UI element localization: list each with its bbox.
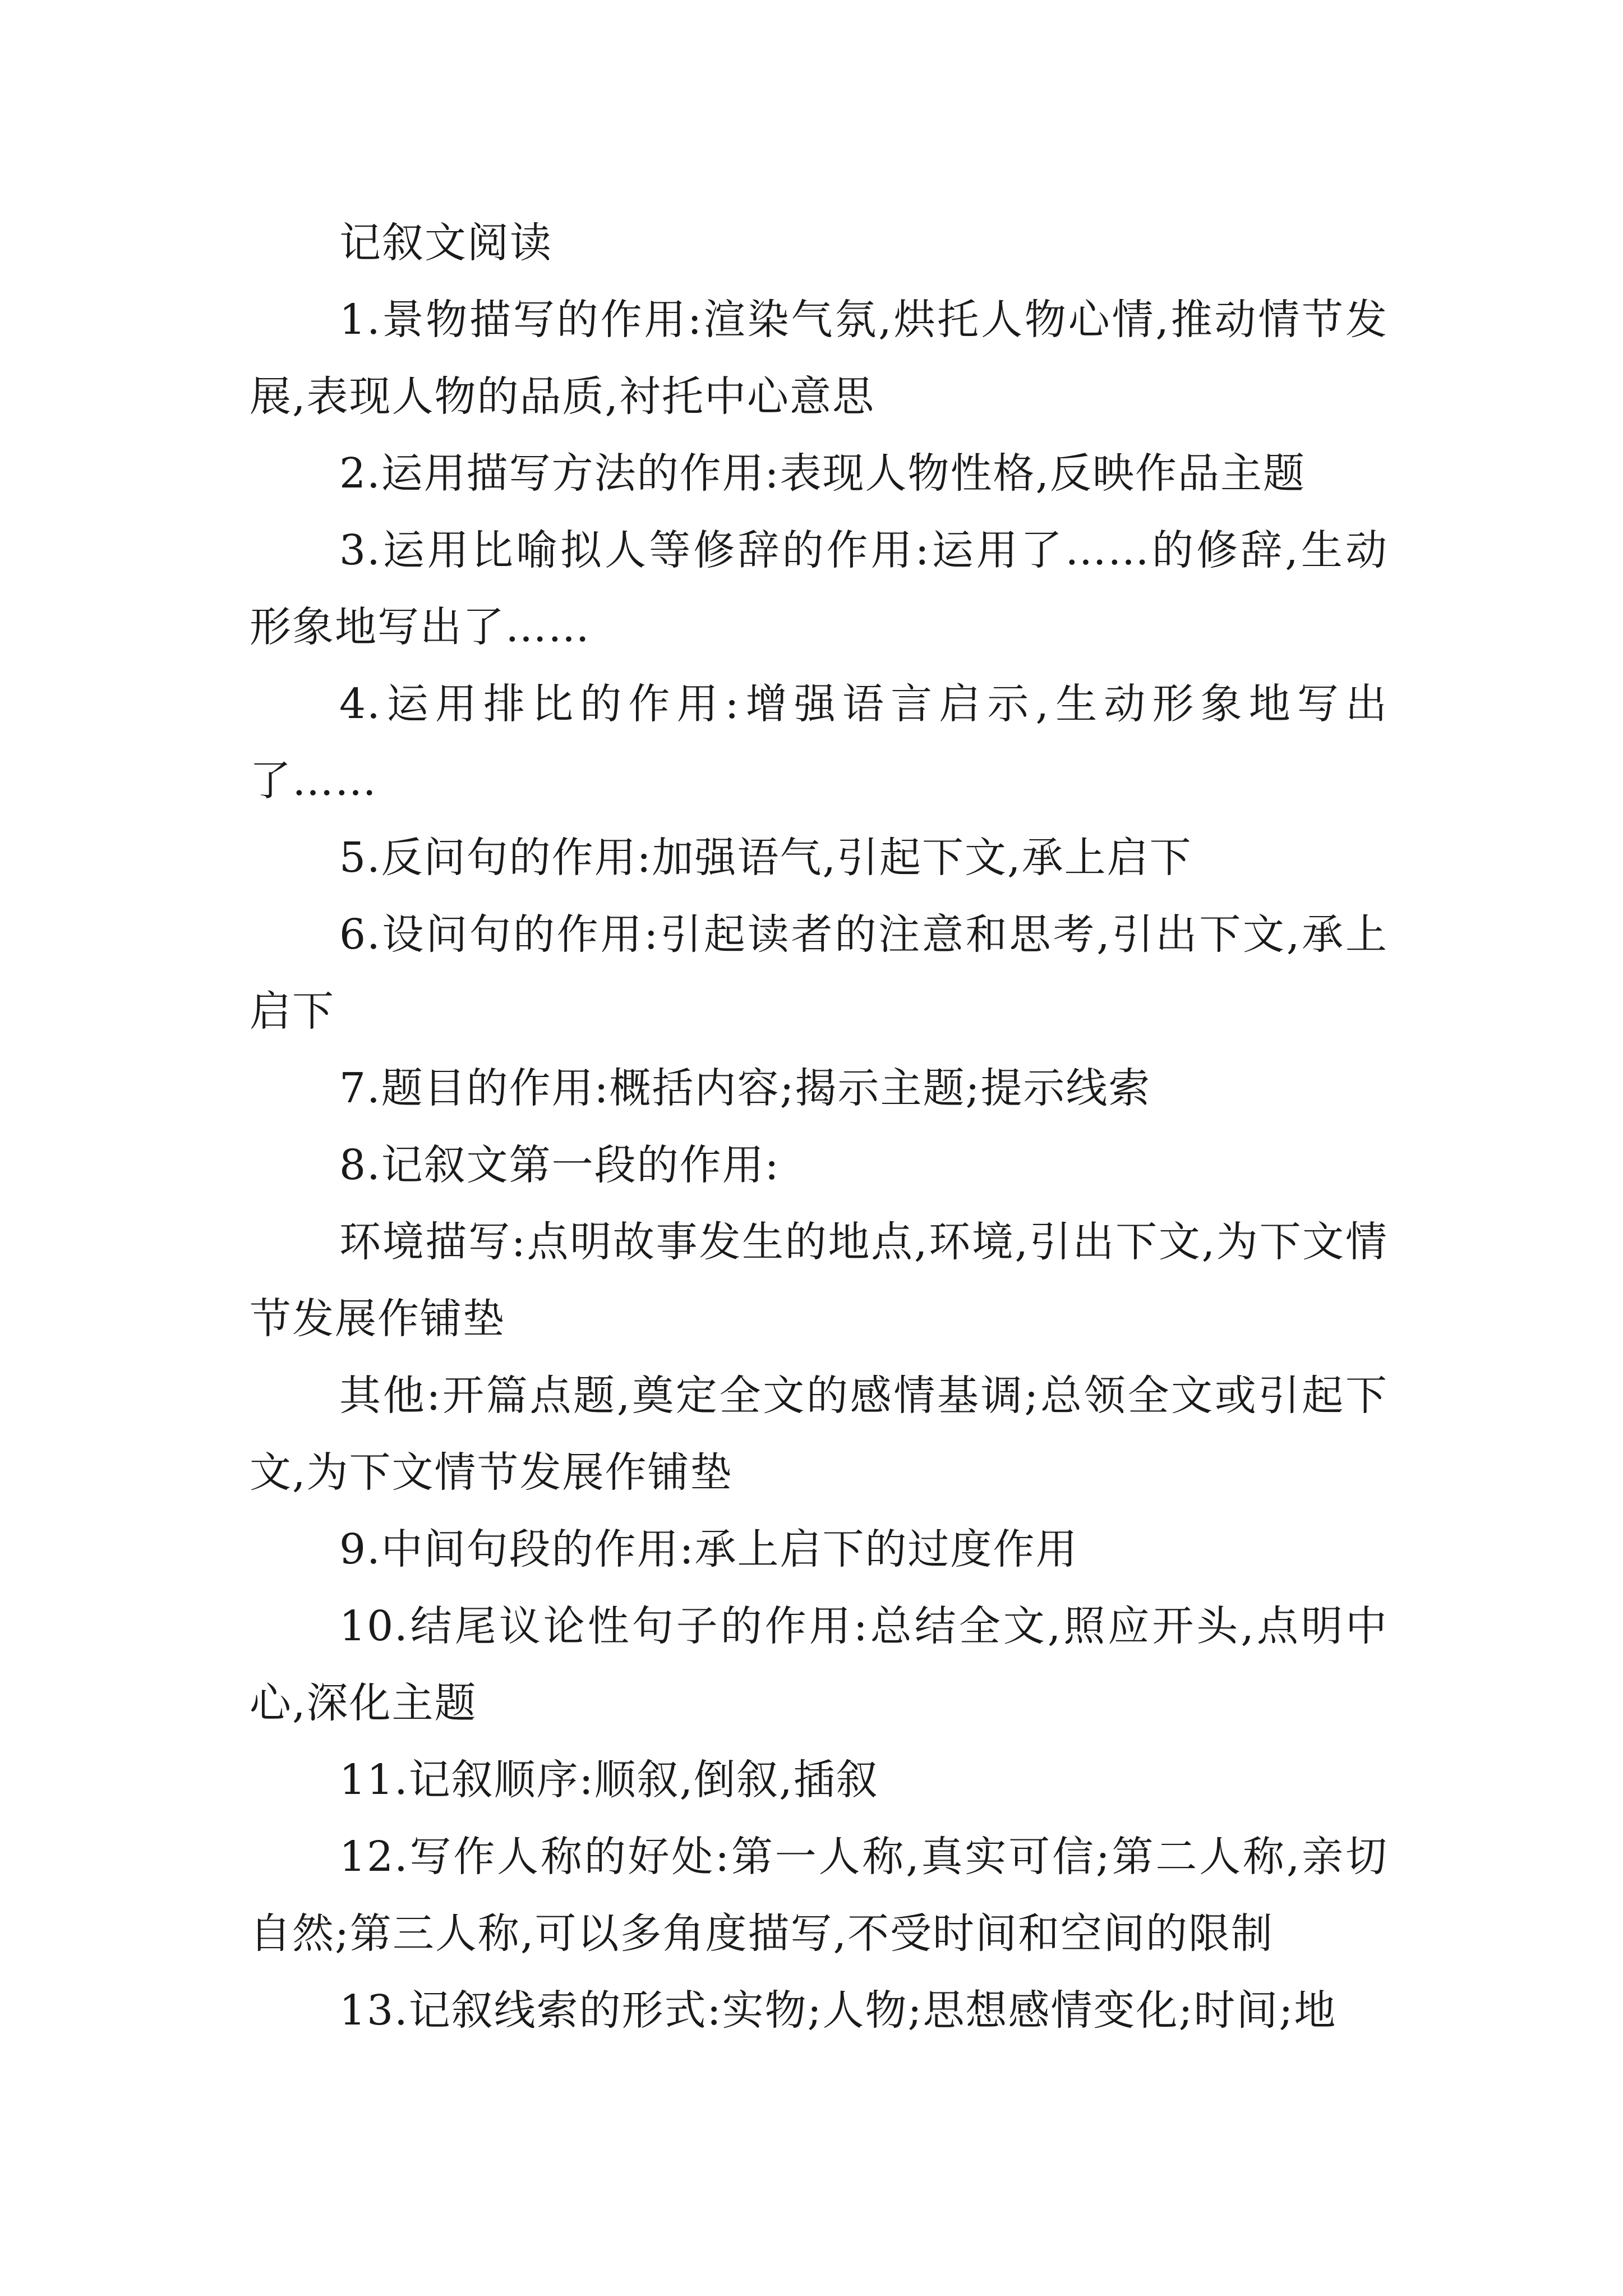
paragraph-1: 1.景物描写的作用:渲染气氛,烘托人物心情,推动情节发展,表现人物的品质,衬托中心意思: [250, 296, 1388, 421]
paragraph-13: 13.记叙线索的形式:实物;人物;思想感情变化;时间;地: [339, 1986, 1337, 2035]
document-title: 记叙文阅读: [339, 219, 552, 267]
paragraph-8-other: 其他:开篇点题,奠定全文的感情基调;总领全文或引起下文,为下文情节发展作铺垫: [250, 1372, 1388, 1497]
paragraph-12: 12.写作人称的好处:第一人称,真实可信;第二人称,亲切自然;第三人称,可以多角度描写,不受时间和空间的限制: [250, 1833, 1388, 1958]
paragraph-5: 5.反问句的作用:加强语气,引起下文,承上启下: [339, 834, 1192, 882]
paragraph-9: 9.中间句段的作用:承上启下的过度作用: [339, 1525, 1078, 1573]
paragraph-4: 4.运用排比的作用:增强语言启示,生动形象地写出了……: [250, 680, 1388, 805]
paragraph-8-environment: 环境描写:点明故事发生的地点,环境,引出下文,为下文情节发展作铺垫: [250, 1218, 1388, 1343]
paragraph-6: 6.设问句的作用:引起读者的注意和思考,引出下文,承上启下: [250, 910, 1388, 1036]
document-body: [250, 205, 1388, 2049]
paragraph-8: 8.记叙文第一段的作用:: [339, 1141, 780, 1189]
paragraph-10: 10.结尾议论性句子的作用:总结全文,照应开头,点明中心,深化主题: [250, 1602, 1388, 1727]
paragraph-11: 11.记叙顺序:顺叙,倒叙,插叙: [339, 1756, 879, 1804]
paragraph-7: 7.题目的作用:概括内容;揭示主题;提示线索: [339, 1064, 1151, 1112]
paragraph-2: 2.运用描写方法的作用:表现人物性格,反映作品主题: [339, 449, 1306, 498]
paragraph-3: 3.运用比喻拟人等修辞的作用:运用了……的修辞,生动形象地写出了……: [250, 526, 1388, 651]
